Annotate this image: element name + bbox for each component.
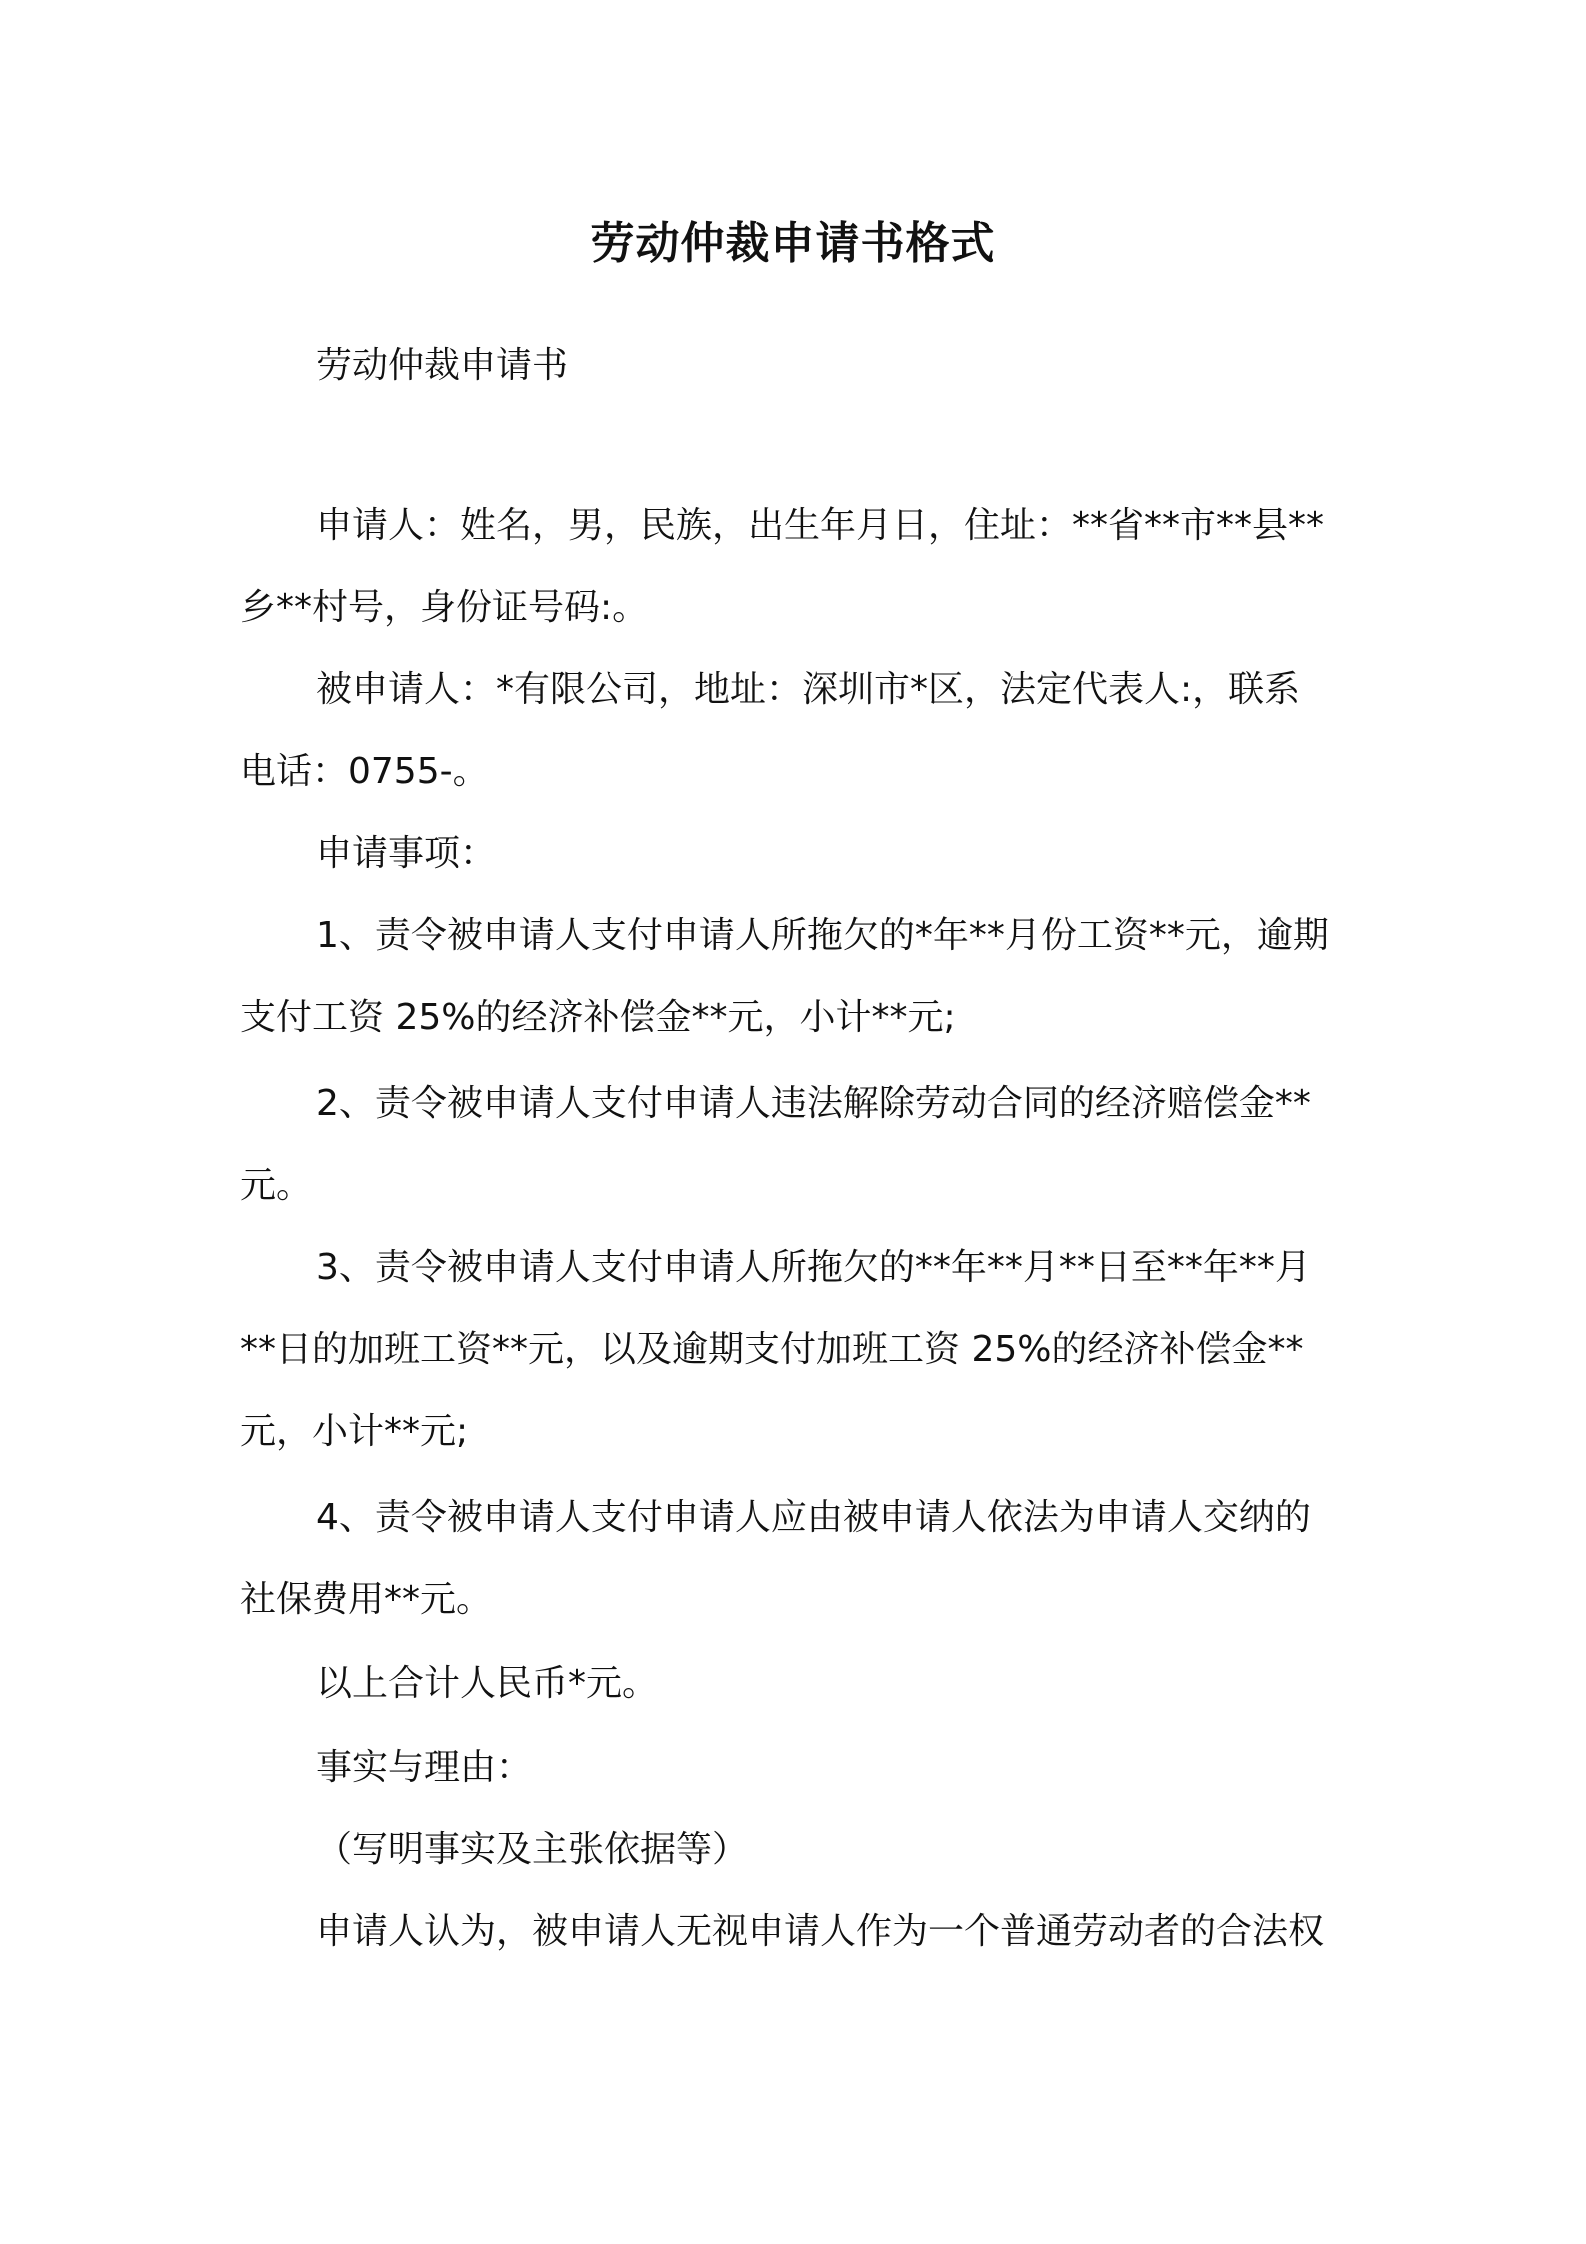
claim-2-line-2: 元。: [240, 1165, 313, 1206]
document-title: 劳动仲裁申请书格式: [590, 218, 996, 269]
respondent-line-1: 被申请人：*有限公司，地址：深圳市*区，法定代表人:，联系: [316, 669, 1301, 710]
facts-note: （写明事实及主张依据等）: [316, 1829, 749, 1870]
claim-2-line-1: 2、责令被申请人支付申请人违法解除劳动合同的经济赔偿金**: [316, 1083, 1311, 1124]
claim-4-line-1: 4、责令被申请人支付申请人应由被申请人依法为申请人交纳的: [316, 1497, 1311, 1538]
claim-3-line-3: 元，小计**元;: [240, 1411, 469, 1452]
facts-line-1: 申请人认为，被申请人无视申请人作为一个普通劳动者的合法权: [316, 1911, 1325, 1952]
applicant-line-1: 申请人：姓名，男，民族，出生年月日，住址：**省**市**县**: [316, 505, 1325, 546]
respondent-line-2: 电话：0755-。: [240, 751, 489, 792]
claim-4-line-2: 社保费用**元。: [240, 1579, 493, 1620]
applicant-line-2: 乡**村号，身份证号码:。: [240, 587, 649, 628]
document-heading: 劳动仲裁申请书: [316, 345, 569, 386]
claim-1-line-2: 支付工资 25%的经济补偿金**元，小计**元;: [240, 997, 956, 1038]
claim-3-line-2: **日的加班工资**元，以及逾期支付加班工资 25%的经济补偿金**: [240, 1329, 1304, 1370]
claims-heading: 申请事项：: [316, 833, 497, 874]
claim-3-line-1: 3、责令被申请人支付申请人所拖欠的**年**月**日至**年**月: [316, 1247, 1311, 1288]
total-line: 以上合计人民币*元。: [316, 1663, 659, 1704]
facts-heading: 事实与理由：: [316, 1747, 533, 1788]
claim-1-line-1: 1、责令被申请人支付申请人所拖欠的*年**月份工资**元，逾期: [316, 915, 1329, 956]
